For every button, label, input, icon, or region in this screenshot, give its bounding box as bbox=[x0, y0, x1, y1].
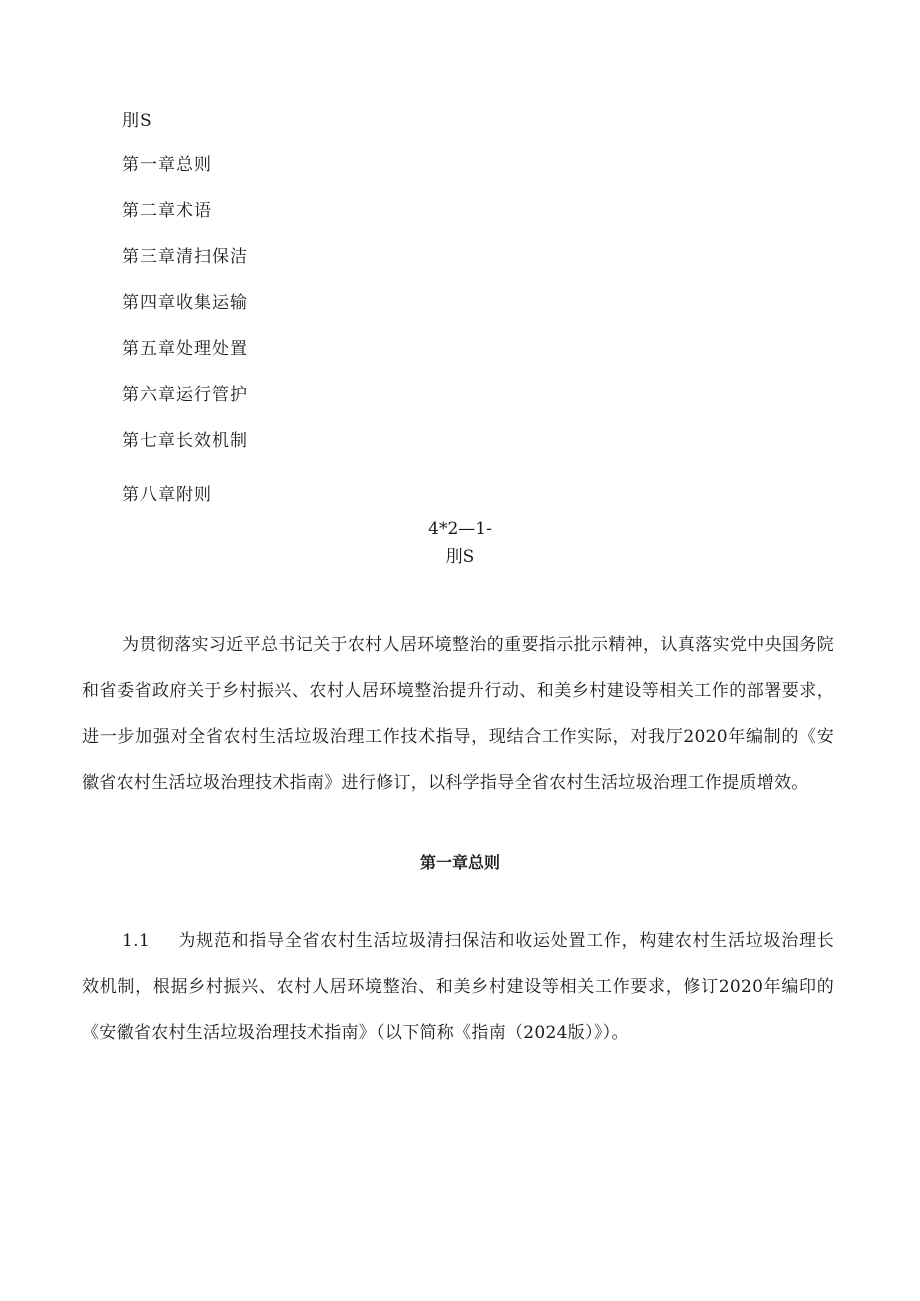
toc-item-preface: 刖S bbox=[122, 111, 153, 131]
toc-item-chapter-1: 第一章总则 bbox=[122, 155, 212, 175]
toc-item-chapter-2: 第二章术语 bbox=[122, 201, 212, 221]
preface-title: 刖S bbox=[445, 547, 475, 567]
toc-item-chapter-8: 第八章附则 bbox=[122, 485, 212, 505]
clause-text: 为规范和指导全省农村生活垃圾清扫保洁和收运处置工作，构建农村生活垃圾治理长效机制，根据乡村振兴、农村人居环境整治、和美乡村建设等相关工作要求，修订2020年编印的《安徽省农村生活垃圾治理技术指南》（以下简称《指南（2024版）》）。 bbox=[82, 931, 834, 1043]
toc-item-chapter-3: 第三章清扫保洁 bbox=[122, 247, 248, 267]
preface-text: 为贯彻落实习近平总书记关于农村人居环境整治的重要指示批示精神，认真落实党中央国务院和省委省政府关于乡村振兴、农村人居环境整治提升行动、和美乡村建设等相关工作的部署要求，进一步加强对全省农村生活垃圾治理工作技术指导，现结合工作实际，对我厅2020年编制的《安徽省农村生活垃圾治理技术指南》进行修订，以科学指导全省农村生活垃圾治理工作提质增效。 bbox=[82, 635, 834, 793]
toc-item-chapter-7: 第七章长效机制 bbox=[122, 431, 248, 451]
toc-item-chapter-6: 第六章运行管护 bbox=[122, 385, 248, 405]
page-marker: 4*2—1- bbox=[428, 519, 492, 539]
clause-number: 1.1 bbox=[122, 931, 150, 951]
preface-paragraph bbox=[82, 622, 834, 806]
toc-item-chapter-4: 第四章收集运输 bbox=[122, 293, 248, 313]
toc-item-chapter-5: 第五章处理处置 bbox=[122, 339, 248, 359]
clause-1-1-paragraph bbox=[82, 918, 834, 1056]
chapter-1-title: 第一章总则 bbox=[419, 853, 500, 872]
